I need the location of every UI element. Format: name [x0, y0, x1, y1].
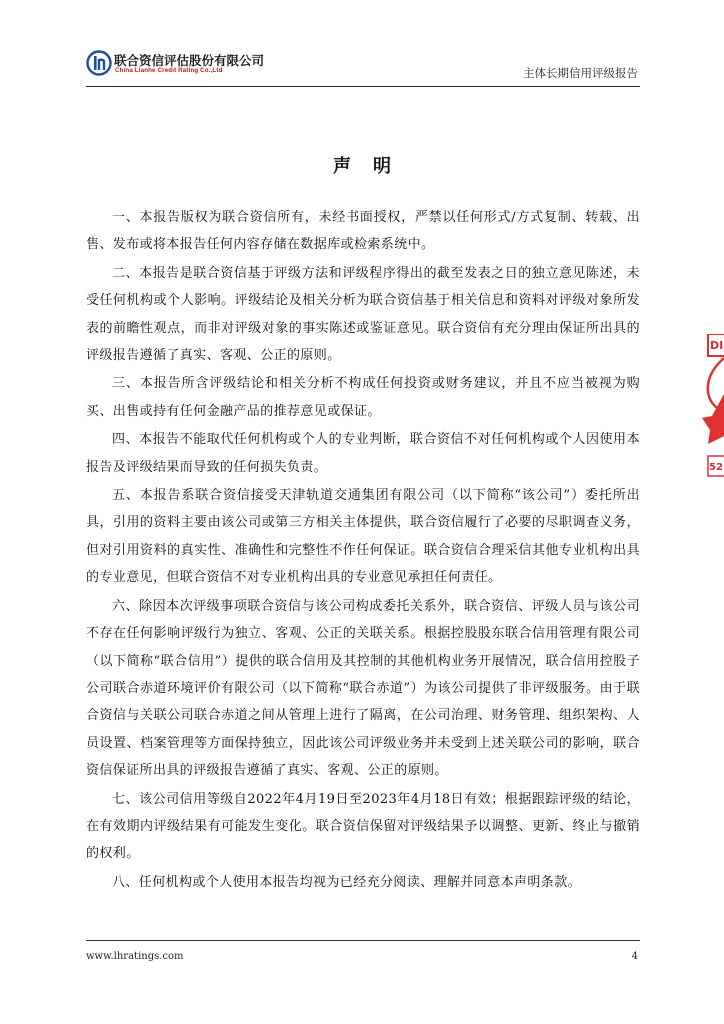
page-title: 声明	[333, 156, 413, 177]
stamp-text-bottom: 52	[709, 462, 723, 473]
statement-paragraph-6: 六、除因本次评级事项联合资信与该公司构成委托关系外，联合资信、评级人员与该公司不存在任何影响评级行为独立、客观、公正的关联关系。根据控股股东联合信用管理有限公司（以下简称“联合信用”）提供的联合信用及其控制的其他机构业务开展情况，联合信用控股子公司联合赤道环境评价有限公司（以下简称“联合赤道”）为该公司提供了非评级服务。由于联合资信与关联公司联合赤道之间从管理上进行了隔离，在公司治理、财务管理、组织架构、人员设置、档案管理等方面保持独立，因此该公司评级业务并未受到上述关联公司的影响，联合资信保证所出具的评级报告遵循了真实、客观、公正的原则。	[86, 598, 640, 779]
statement-paragraph-2: 二、本报告是联合资信基于评级方法和评级程序得出的截至发表之日的独立意见陈述，未受任何机构或个人影响。评级结论及相关分析为联合资信基于相关信息和资料对评级对象所发表的前瞻性观点，而非对评级对象的事实陈述或鉴证意见。联合资信有充分理由保证所出具的评级报告遵循了真实、客观、公正的原则。	[86, 265, 640, 364]
page-number: 4	[631, 951, 638, 962]
seal-stamp-fragment	[700, 334, 724, 484]
stamp-text-top: DI	[710, 339, 724, 352]
footer-website: www.lhratings.com	[86, 951, 184, 962]
company-name-en: China Lianhe Credit Rating Co.,Ltd	[115, 67, 223, 74]
statement-paragraph-7: 七、该公司信用等级自2022年4月19日至2023年4月18日有效；根据跟踪评级的结论，在有效期内评级结果有可能发生变化。联合资信保留对评级结果予以调整、更新、终止与撤销的权利。	[86, 791, 640, 862]
statement-paragraph-8: 八、任何机构或个人使用本报告均视为已经充分阅读、理解并同意本声明条款。	[112, 874, 582, 890]
statement-paragraph-4: 四、本报告不能取代任何机构或个人的专业判断，联合资信不对任何机构或个人因使用本报告及评级结果而导致的任何损失负责。	[86, 432, 640, 475]
report-type: 主体长期信用评级报告	[523, 66, 638, 80]
lianhe-logo-icon	[86, 50, 112, 76]
page-header	[86, 44, 640, 87]
statement-paragraph-5: 五、本报告系联合资信接受天津轨道交通集团有限公司（以下简称“该公司”）委托所出具，引用的资料主要由该公司或第三方相关主体提供，联合资信履行了必要的尽职调查义务，但对引用资料的真实性、准确性和完整性不作任何保证。联合资信合理采信其他专业机构出具的专业意见，但联合资信不对专业机构出具的专业意见承担任何责任。	[86, 488, 640, 586]
page-footer	[86, 940, 640, 967]
statement-paragraph-1: 一、本报告版权为联合资信所有，未经书面授权，严禁以任何形式/方式复制、转载、出售、发布或将本报告任何内容存储在数据库或检索系统中。	[86, 210, 640, 253]
statement-body	[86, 204, 640, 897]
statement-paragraph-3: 三、本报告所含评级结论和相关分析不构成任何投资或财务建议，并且不应当被视为购买、出售或持有任何金融产品的推荐意见或保证。	[86, 376, 640, 419]
company-name-cn: 联合资信评估股份有限公司	[114, 53, 265, 68]
